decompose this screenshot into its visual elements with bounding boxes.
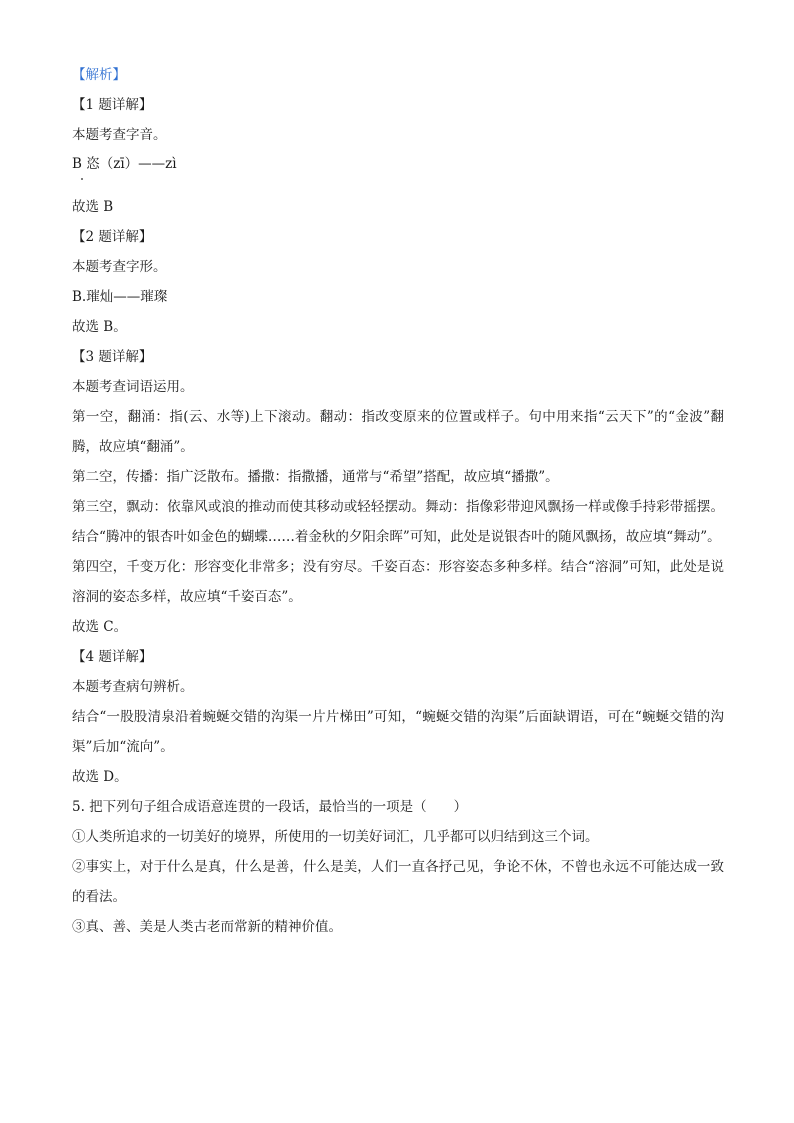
q4-paragraph-1: 结合“一股股清泉沿着蜿蜒交错的沟渠一片片梯田”可知，“蜿蜒交错的沟渠”后面缺谓语，可在“蜿蜒交错的沟渠”后加“流向”。 bbox=[72, 709, 724, 755]
q3-title: 【3 题详解】 bbox=[72, 349, 153, 365]
q3-intro: 本题考查词语运用。 bbox=[72, 379, 194, 395]
q2-answer: 故选 B。 bbox=[72, 319, 127, 335]
q3-answer: 故选 C。 bbox=[72, 619, 128, 635]
q1-intro: 本题考查字音。 bbox=[72, 127, 167, 143]
document-page bbox=[72, 60, 724, 942]
q5-sentence-3: ③真、善、美是人类古老而常新的精神价值。 bbox=[72, 919, 342, 935]
q4-answer: 故选 D。 bbox=[72, 769, 128, 785]
q1-item: B 恣（zī）——zì bbox=[72, 156, 177, 172]
q1-answer: 故选 B bbox=[72, 199, 114, 215]
q3-paragraph-4: 第四空，千变万化：形容变化非常多；没有穷尽。千姿百态：形容姿态多种多样。结合“溶洞”可知，此处是说溶洞的姿态多样，故应填“千姿百态”。 bbox=[72, 559, 724, 605]
q3-paragraph-2: 第二空，传播：指广泛散布。播撒：指撒播，通常与“希望”搭配，故应填“播撒”。 bbox=[72, 469, 559, 485]
q1-dot-marker bbox=[72, 178, 724, 192]
q5-sentence-2: ②事实上，对于什么是真，什么是善，什么是美，人们一直各抒己见，争论不休，不曾也永远不可能达成一致的看法。 bbox=[72, 859, 724, 905]
q5-sentence-1: ①人类所追求的一切美好的境界，所使用的一切美好词汇，几乎都可以归结到这三个词。 bbox=[72, 829, 599, 845]
analysis-header: 【解析】 bbox=[72, 67, 126, 83]
q2-intro: 本题考查字形。 bbox=[72, 259, 167, 275]
q3-paragraph-3: 第三空，飘动：依靠风或浪的推动而使其移动或轻轻摆动。舞动：指像彩带迎风飘扬一样或像手持彩带摇摆。结合“腾冲的银杏叶如金色的蝴蝶……着金秋的夕阳余晖”可知，此处是说银杏叶的随风飘扬，故应填“舞动”。 bbox=[72, 499, 724, 545]
q2-title: 【2 题详解】 bbox=[72, 229, 153, 245]
q2-item: B.璀灿——璀璨 bbox=[72, 289, 168, 305]
q3-paragraph-1: 第一空，翻涌：指(云、水等)上下滚动。翻动：指改变原来的位置或样子。句中用来指“云天下”的“金波”翻腾，故应填“翻涌”。 bbox=[72, 409, 724, 455]
q1-title: 【1 题详解】 bbox=[72, 97, 153, 113]
q5-question: 5. 把下列句子组合成语意连贯的一段话，最恰当的一项是（ ） bbox=[72, 799, 468, 815]
q4-title: 【4 题详解】 bbox=[72, 649, 153, 665]
q4-intro: 本题考查病句辨析。 bbox=[72, 679, 194, 695]
emphasis-dot-icon bbox=[81, 178, 83, 180]
